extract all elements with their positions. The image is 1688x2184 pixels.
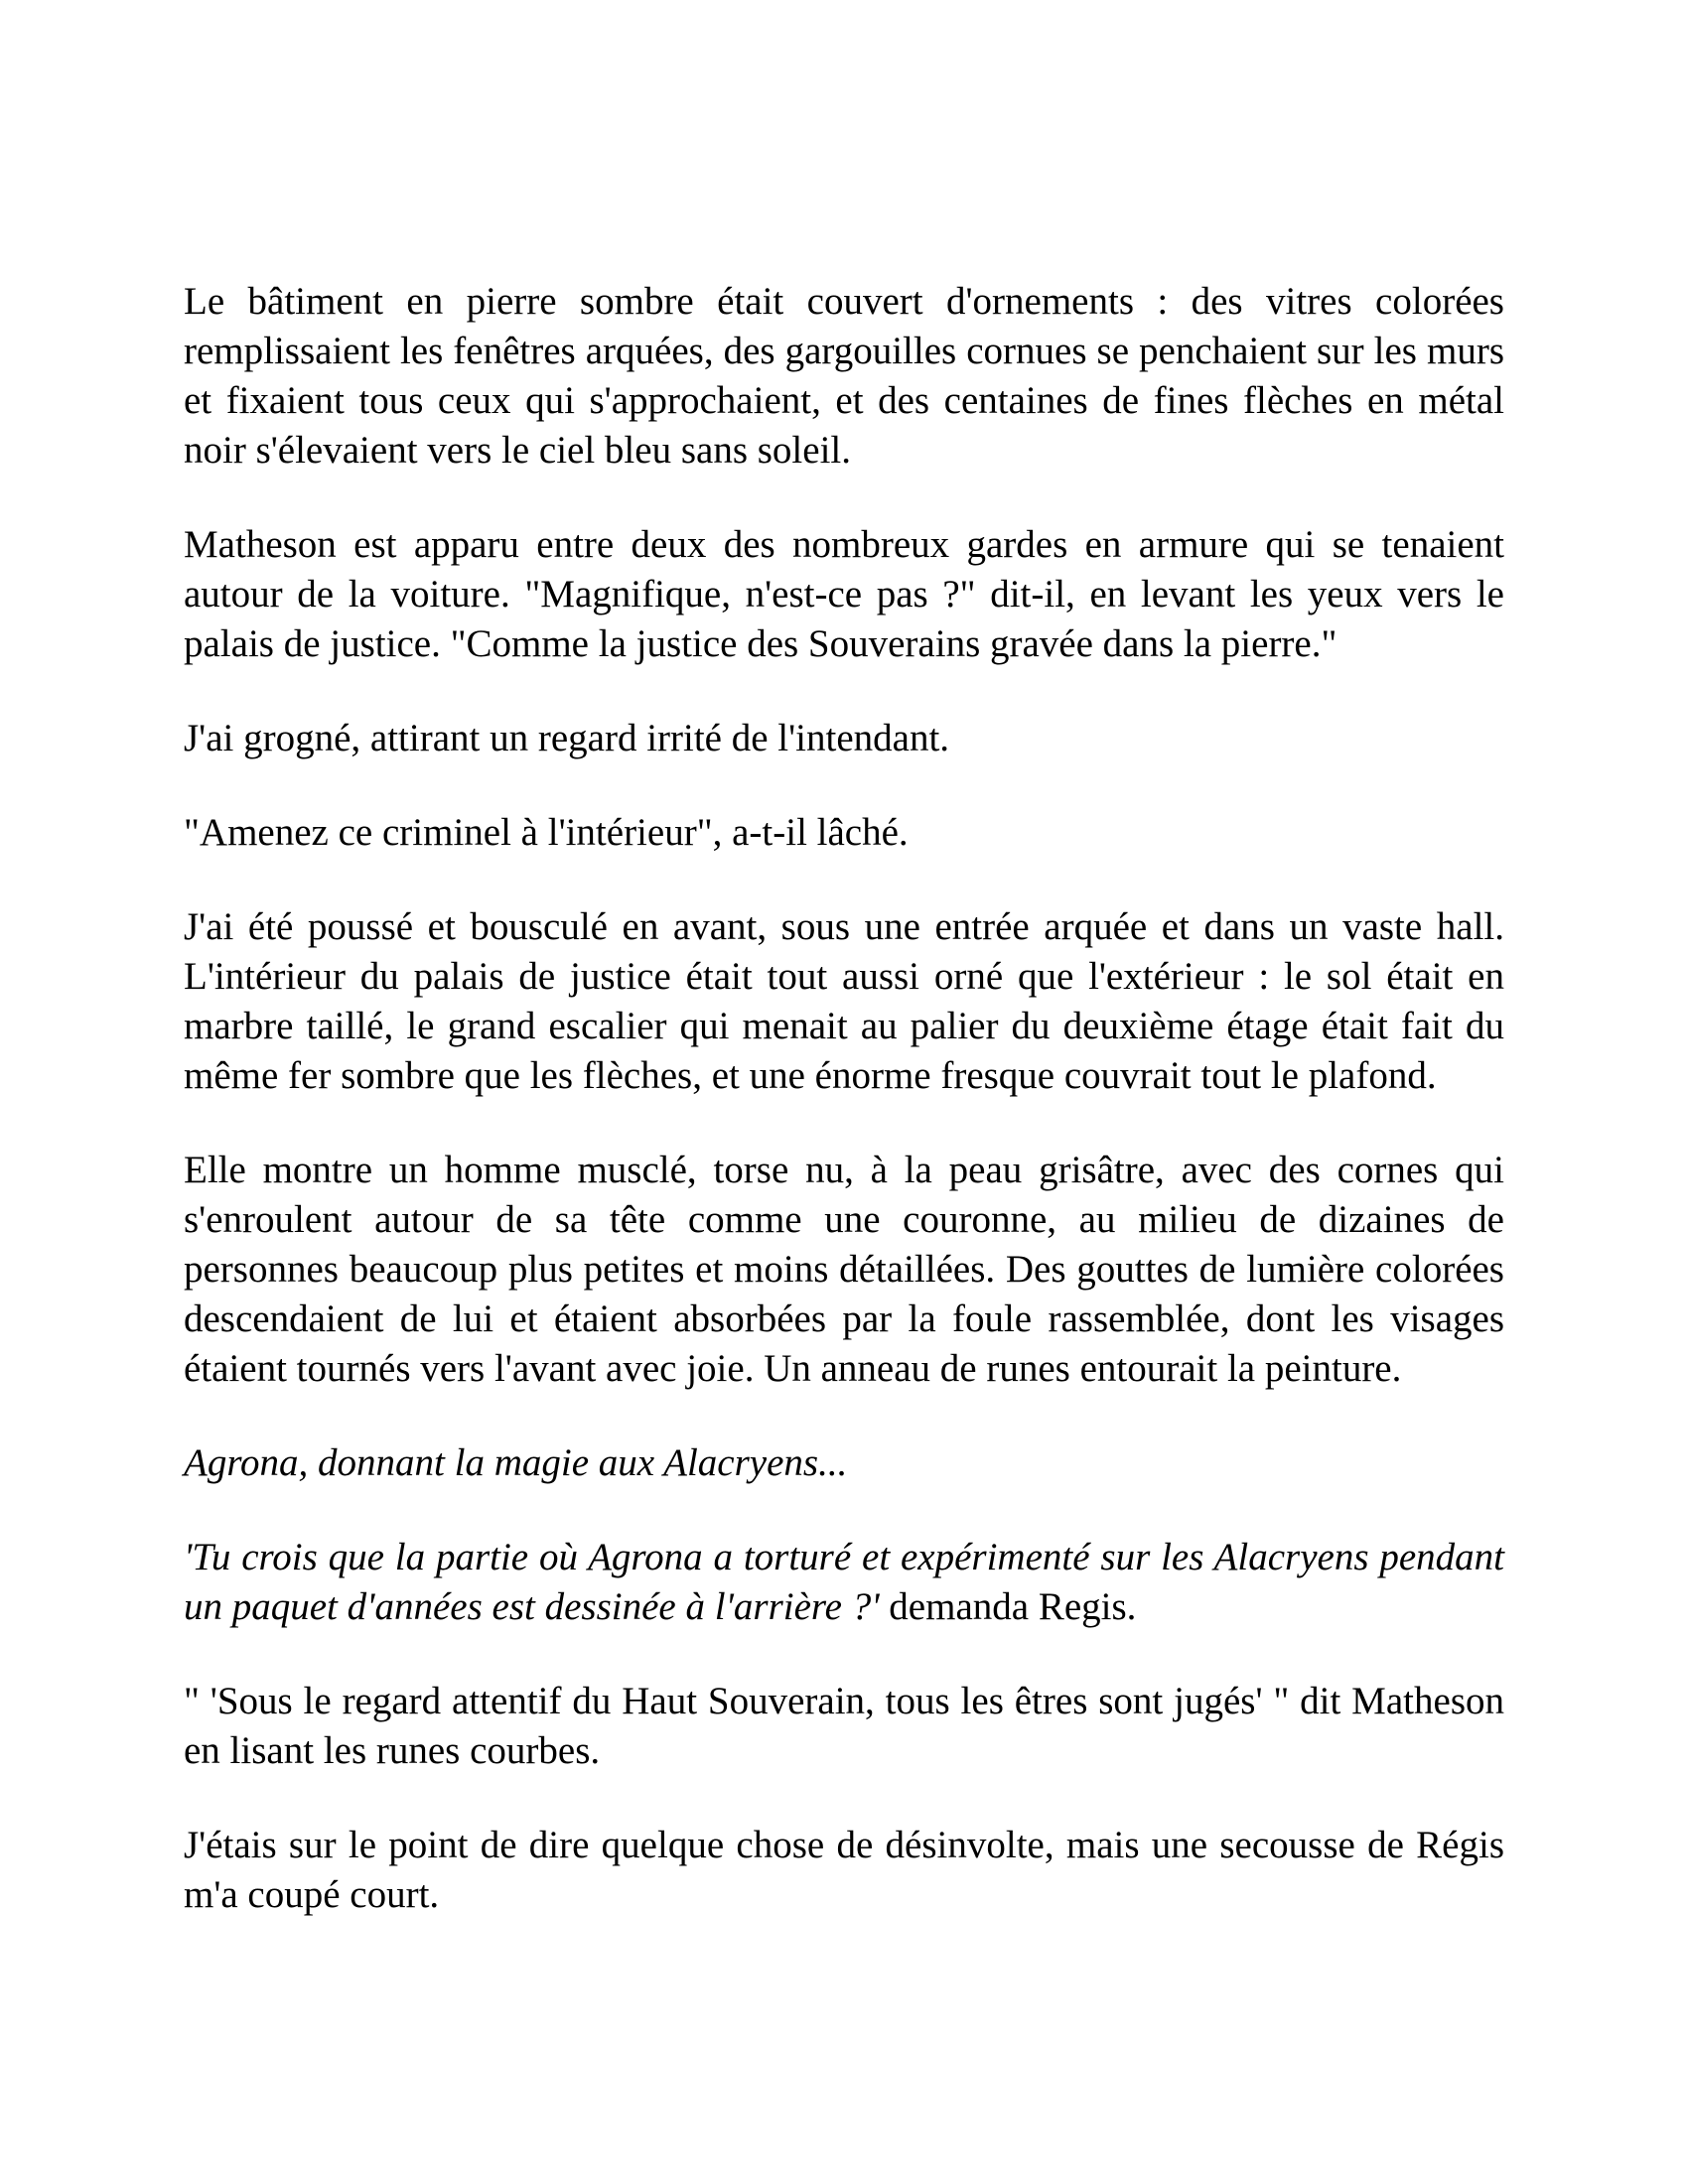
paragraph-agrona-caption: Agrona, donnant la magie aux Alacryens... xyxy=(184,1441,848,1484)
paragraph-regis-question xyxy=(184,1533,1504,1632)
paragraph-runes-reading: " 'Sous le regard attentif du Haut Souverain, tous les êtres sont jugés' " dit Matheson en lisant les runes courbes. xyxy=(184,1680,1504,1772)
regis-question-italic-run: 'Tu crois que la partie où Agrona a torturé et expérimenté sur les Alacryens pendant un paquet d'années est dessinée à l'arrière ?' xyxy=(184,1536,1504,1628)
paragraph-order-quote: "Amenez ce criminel à l'intérieur", a-t-il lâché. xyxy=(184,811,909,854)
paragraph-interrupted: J'étais sur le point de dire quelque chose de désinvolte, mais une secousse de Régis m'a coupé court. xyxy=(184,1824,1504,1916)
regis-question-attribution: demanda Regis. xyxy=(889,1585,1137,1628)
paragraph-building-description: Le bâtiment en pierre sombre était couvert d'ornements : des vitres colorées remplissaient les fenêtres arquées, des gargouilles cornues se penchaient sur les murs et fixaient tous ceux qui s'approchaient, et des centaines de fines flèches en métal noir s'élevaient vers le ciel bleu sans soleil. xyxy=(184,280,1504,472)
paragraph-matheson-appears: Matheson est apparu entre deux des nombreux gardes en armure qui se tenaient autour de la voiture. "Magnifique, n'est-ce pas ?" dit-il, en levant les yeux vers le palais de justice. "Comme la justice des Souverains gravée dans la pierre." xyxy=(184,523,1504,665)
paragraph-growl: J'ai grogné, attirant un regard irrité de l'intendant. xyxy=(184,717,950,759)
paragraph-fresco-description: Elle montre un homme musclé, torse nu, à la peau grisâtre, avec des cornes qui s'enroulent autour de sa tête comme une couronne, au milieu de dizaines de personnes beaucoup plus petites et moins détaillées. Des gouttes de lumière colorées descendaient de lui et étaient absorbées par la foule rassemblée, dont les visages étaient tournés vers l'avant avec joie. Un anneau de runes entourait la peinture. xyxy=(184,1149,1504,1390)
paragraph-interior-description: J'ai été poussé et bousculé en avant, sous une entrée arquée et dans un vaste hall. L'intérieur du palais de justice était tout aussi orné que l'extérieur : le sol était en marbre taillé, le grand escalier qui menait au palier du deuxième étage était fait du même fer sombre que les flèches, et une énorme fresque couvrait tout le plafond. xyxy=(184,905,1504,1097)
